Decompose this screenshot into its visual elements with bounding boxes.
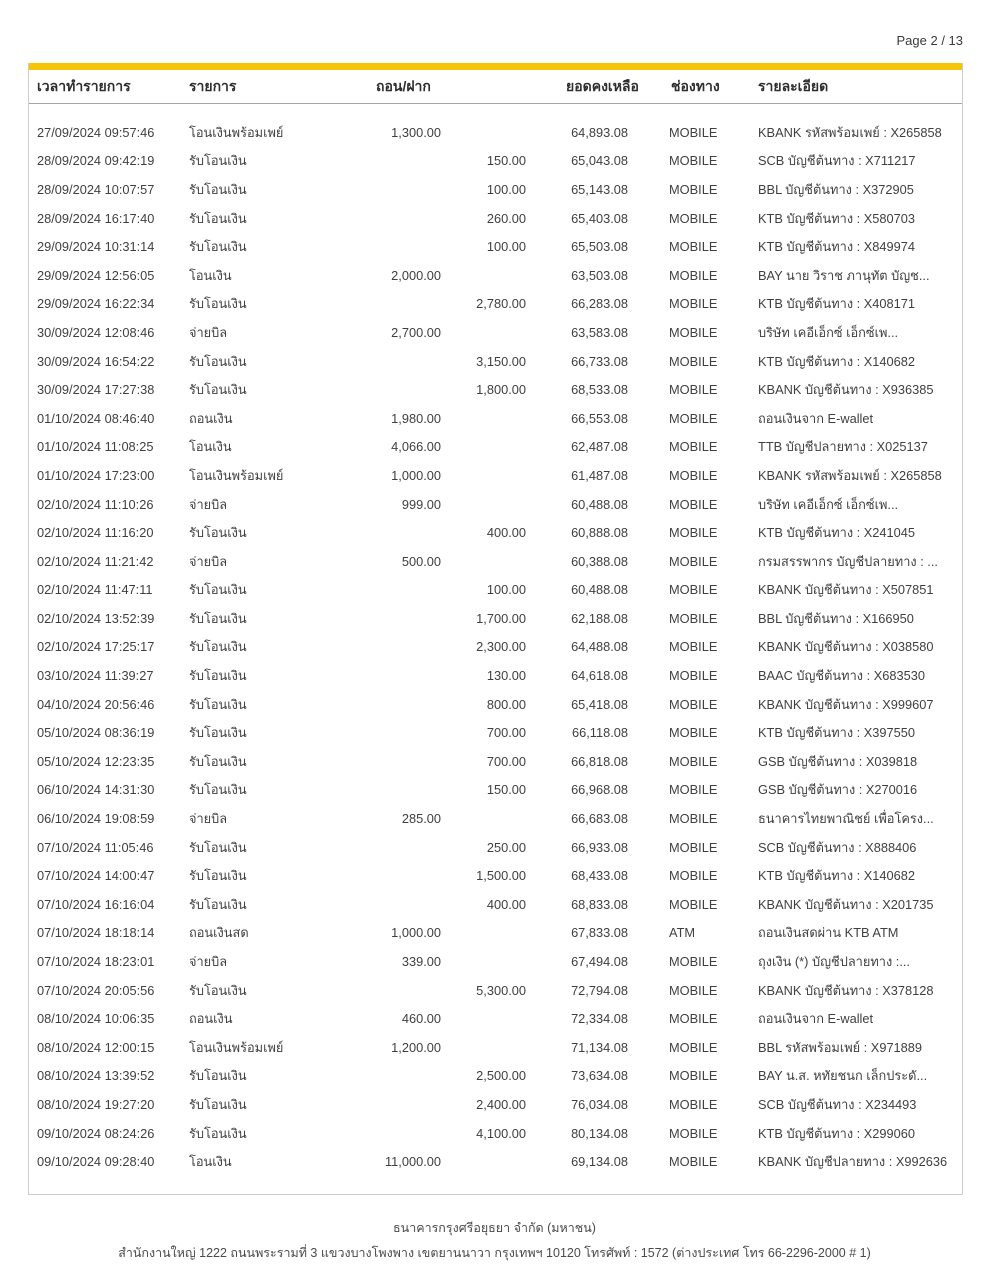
cell-time: 07/10/2024 18:23:01 [37, 954, 155, 970]
cell-withdraw-amount: 460.00 [401, 1011, 441, 1027]
cell-balance: 64,618.08 [571, 668, 628, 684]
cell-details: BBL บัญชีต้นทาง : X372905 [758, 181, 914, 197]
cell-channel: MOBILE [669, 1068, 718, 1084]
page-number: Page 2 / 13 [896, 33, 963, 48]
cell-time: 09/10/2024 09:28:40 [37, 1154, 155, 1170]
cell-details: KBANK บัญชีต้นทาง : X038580 [758, 639, 934, 655]
cell-details: KBANK รหัสพร้อมเพย์ : X265858 [758, 467, 942, 483]
cell-details: กรมสรรพากร บัญชีปลายทาง : ... [758, 553, 938, 569]
cell-channel: MOBILE [669, 982, 718, 998]
cell-time: 28/09/2024 16:17:40 [37, 210, 155, 226]
cell-withdraw-amount: 2,000.00 [391, 267, 441, 283]
cell-description: ถอนเงิน [189, 1011, 233, 1027]
transaction-row [37, 318, 954, 347]
cell-channel: MOBILE [669, 1125, 718, 1141]
cell-time: 28/09/2024 10:07:57 [37, 181, 155, 197]
cell-details: ถอนเงินจาก E-wallet [758, 410, 874, 426]
cell-balance: 60,888.08 [571, 525, 628, 541]
cell-balance: 68,833.08 [571, 896, 628, 912]
cell-deposit-amount: 700.00 [486, 753, 526, 769]
cell-details: KTB บัญชีต้นทาง : X408171 [758, 296, 915, 312]
cell-channel: MOBILE [669, 467, 718, 483]
cell-deposit-amount: 2,300.00 [476, 639, 526, 655]
cell-description: จ่ายบิล [189, 496, 228, 512]
transaction-row [37, 547, 954, 576]
cell-details: SCB บัญชีต้นทาง : X234493 [758, 1096, 917, 1112]
cell-time: 08/10/2024 10:06:35 [37, 1011, 155, 1027]
cell-balance: 71,134.08 [571, 1039, 628, 1055]
cell-description: รับโอนเงิน [189, 639, 247, 655]
transaction-row [37, 1033, 954, 1062]
cell-channel: MOBILE [669, 725, 718, 741]
cell-time: 02/10/2024 11:16:20 [37, 525, 154, 541]
transaction-row [37, 1119, 954, 1148]
cell-time: 07/10/2024 20:05:56 [37, 982, 155, 998]
cell-time: 01/10/2024 11:08:25 [37, 439, 154, 455]
cell-description: รับโอนเงิน [189, 896, 247, 912]
cell-time: 07/10/2024 11:05:46 [37, 839, 154, 855]
cell-channel: MOBILE [669, 410, 718, 426]
cell-channel: MOBILE [669, 324, 718, 340]
cell-description: รับโอนเงิน [189, 839, 247, 855]
cell-deposit-amount: 150.00 [486, 782, 526, 798]
cell-channel: MOBILE [669, 382, 718, 398]
cell-time: 01/10/2024 08:46:40 [37, 410, 155, 426]
transaction-row [37, 118, 954, 147]
cell-time: 30/09/2024 17:27:38 [37, 382, 155, 398]
cell-withdraw-amount: 1,980.00 [391, 410, 441, 426]
transaction-row [37, 661, 954, 690]
cell-description: จ่ายบิล [189, 324, 228, 340]
transaction-row [37, 518, 954, 547]
cell-balance: 66,118.08 [572, 725, 628, 741]
transaction-row [37, 947, 954, 976]
transaction-row [37, 1090, 954, 1119]
cell-time: 09/10/2024 08:24:26 [37, 1125, 155, 1141]
cell-channel: MOBILE [669, 782, 718, 798]
cell-balance: 65,418.08 [571, 696, 628, 712]
cell-description: รับโอนเงิน [189, 782, 247, 798]
cell-deposit-amount: 100.00 [486, 239, 526, 255]
cell-balance: 63,503.08 [571, 267, 628, 283]
transaction-row [37, 804, 954, 833]
cell-channel: MOBILE [669, 639, 718, 655]
cell-channel: MOBILE [669, 582, 718, 598]
cell-deposit-amount: 260.00 [486, 210, 526, 226]
cell-withdraw-amount: 1,200.00 [391, 1039, 441, 1055]
cell-description: รับโอนเงิน [189, 181, 247, 197]
cell-channel: MOBILE [669, 668, 718, 684]
cell-time: 02/10/2024 11:47:11 [37, 582, 153, 598]
cell-deposit-amount: 1,500.00 [476, 868, 526, 884]
cell-deposit-amount: 1,700.00 [476, 610, 526, 626]
cell-balance: 69,134.08 [571, 1154, 628, 1170]
cell-time: 30/09/2024 16:54:22 [37, 353, 155, 369]
cell-balance: 63,583.08 [571, 324, 628, 340]
cell-description: รับโอนเงิน [189, 382, 247, 398]
cell-balance: 62,487.08 [571, 439, 628, 455]
cell-details: KTB บัญชีต้นทาง : X241045 [758, 525, 915, 541]
cell-deposit-amount: 3,150.00 [476, 353, 526, 369]
transaction-row [37, 347, 954, 376]
cell-deposit-amount: 2,400.00 [476, 1096, 526, 1112]
transaction-row [37, 976, 954, 1005]
cell-balance: 62,188.08 [571, 610, 628, 626]
cell-time: 07/10/2024 18:18:14 [37, 925, 155, 941]
cell-description: รับโอนเงิน [189, 153, 247, 169]
cell-description: รับโอนเงิน [189, 696, 247, 712]
cell-details: TTB บัญชีปลายทาง : X025137 [758, 439, 928, 455]
transaction-row [37, 490, 954, 519]
transaction-row [37, 204, 954, 233]
cell-time: 07/10/2024 14:00:47 [37, 868, 155, 884]
cell-deposit-amount: 130.00 [486, 668, 526, 684]
cell-deposit-amount: 100.00 [486, 181, 526, 197]
transaction-row [37, 1062, 954, 1091]
cell-details: KTB บัญชีต้นทาง : X849974 [758, 239, 915, 255]
cell-deposit-amount: 700.00 [486, 725, 526, 741]
cell-time: 06/10/2024 14:31:30 [37, 782, 155, 798]
cell-balance: 72,334.08 [571, 1011, 628, 1027]
cell-details: KTB บัญชีต้นทาง : X299060 [758, 1125, 915, 1141]
cell-balance: 66,733.08 [571, 353, 628, 369]
cell-description: จ่ายบิล [189, 553, 228, 569]
transaction-row [37, 290, 954, 319]
header-details: รายละเอียด [758, 77, 829, 94]
cell-channel: MOBILE [669, 896, 718, 912]
cell-channel: MOBILE [669, 1011, 718, 1027]
bank-address: สำนักงานใหญ่ 1222 ถนนพระรามที่ 3 แขวงบางโพงพาง เขตยานนาวา กรุงเทพฯ 10120 โทรศัพท์ : 1572 (ต่างประเทศ โทร 66-2296-2000 # 1) [118, 1246, 871, 1260]
cell-description: รับโอนเงิน [189, 1096, 247, 1112]
cell-deposit-amount: 4,100.00 [476, 1125, 526, 1141]
cell-time: 06/10/2024 19:08:59 [37, 811, 155, 827]
cell-channel: MOBILE [669, 1096, 718, 1112]
transaction-row [37, 1004, 954, 1033]
cell-balance: 66,968.08 [571, 782, 628, 798]
header-withdraw-deposit: ถอน/ฝาก [376, 77, 431, 94]
cell-channel: MOBILE [669, 753, 718, 769]
cell-channel: ATM [669, 925, 696, 941]
transaction-row [37, 919, 954, 948]
transaction-row [37, 232, 954, 261]
cell-balance: 66,683.08 [571, 811, 628, 827]
cell-withdraw-amount: 1,000.00 [391, 467, 441, 483]
cell-balance: 65,143.08 [571, 181, 628, 197]
cell-details: KBANK รหัสพร้อมเพย์ : X265858 [758, 124, 942, 140]
header-time: เวลาทำรายการ [37, 77, 131, 94]
cell-withdraw-amount: 1,000.00 [391, 925, 441, 941]
cell-description: รับโอนเงิน [189, 982, 247, 998]
cell-balance: 67,494.08 [571, 954, 628, 970]
cell-balance: 66,818.08 [571, 753, 628, 769]
cell-channel: MOBILE [669, 353, 718, 369]
cell-time: 27/09/2024 09:57:46 [37, 124, 155, 140]
cell-balance: 65,503.08 [571, 239, 628, 255]
cell-details: ถอนเงินจาก E-wallet [758, 1011, 874, 1027]
cell-time: 02/10/2024 13:52:39 [37, 610, 155, 626]
header-balance: ยอดคงเหลือ [566, 77, 639, 94]
cell-details: ธนาคารไทยพาณิชย์ เพื่อโครง... [758, 811, 934, 827]
transaction-row [37, 375, 954, 404]
transaction-row [37, 404, 954, 433]
transaction-row [37, 433, 954, 462]
page-footer [0, 1216, 989, 1266]
cell-deposit-amount: 800.00 [486, 696, 526, 712]
cell-description: โอนเงินพร้อมเพย์ [189, 467, 284, 483]
cell-balance: 65,043.08 [571, 153, 628, 169]
cell-balance: 60,388.08 [571, 553, 628, 569]
transactions-table [28, 63, 963, 1195]
cell-description: โอนเงิน [189, 267, 232, 283]
cell-description: จ่ายบิล [189, 811, 228, 827]
cell-channel: MOBILE [669, 239, 718, 255]
cell-details: KBANK บัญชีต้นทาง : X201735 [758, 896, 934, 912]
cell-description: รับโอนเงิน [189, 239, 247, 255]
cell-details: GSB บัญชีต้นทาง : X039818 [758, 753, 918, 769]
transaction-row [37, 147, 954, 176]
cell-details: บริษัท เคอีเอ็กซ์ เอ็กซ์เพ... [758, 496, 899, 512]
cell-channel: MOBILE [669, 525, 718, 541]
cell-channel: MOBILE [669, 210, 718, 226]
cell-deposit-amount: 400.00 [486, 525, 526, 541]
cell-details: KBANK บัญชีต้นทาง : X936385 [758, 382, 934, 398]
cell-description: รับโอนเงิน [189, 1125, 247, 1141]
transaction-row [37, 461, 954, 490]
cell-channel: MOBILE [669, 124, 718, 140]
cell-time: 08/10/2024 12:00:15 [37, 1039, 155, 1055]
cell-channel: MOBILE [669, 553, 718, 569]
cell-details: KBANK บัญชีปลายทาง : X992636 [758, 1154, 948, 1170]
cell-details: SCB บัญชีต้นทาง : X711217 [758, 153, 916, 169]
cell-channel: MOBILE [669, 839, 718, 855]
cell-deposit-amount: 2,780.00 [476, 296, 526, 312]
cell-channel: MOBILE [669, 181, 718, 197]
cell-details: BBL บัญชีต้นทาง : X166950 [758, 610, 914, 626]
cell-details: BAY นาย วิราช ภานุทัต บัญช... [758, 267, 930, 283]
cell-time: 29/09/2024 16:22:34 [37, 296, 155, 312]
transaction-row [37, 890, 954, 919]
cell-description: รับโอนเงิน [189, 753, 247, 769]
cell-deposit-amount: 400.00 [486, 896, 526, 912]
cell-withdraw-amount: 500.00 [401, 553, 441, 569]
cell-details: BAAC บัญชีต้นทาง : X683530 [758, 668, 925, 684]
cell-deposit-amount: 2,500.00 [476, 1068, 526, 1084]
transaction-row [37, 261, 954, 290]
cell-channel: MOBILE [669, 296, 718, 312]
cell-details: KTB บัญชีต้นทาง : X140682 [758, 868, 915, 884]
cell-time: 29/09/2024 10:31:14 [37, 239, 155, 255]
cell-balance: 64,893.08 [571, 124, 628, 140]
cell-details: ถอนเงินสดผ่าน KTB ATM [758, 925, 899, 941]
cell-balance: 68,433.08 [571, 868, 628, 884]
table-accent-bar [29, 63, 962, 70]
cell-time: 02/10/2024 11:10:26 [37, 496, 154, 512]
table-header-row [29, 70, 962, 104]
cell-time: 05/10/2024 12:23:35 [37, 753, 155, 769]
cell-balance: 60,488.08 [571, 582, 628, 598]
transaction-row [37, 690, 954, 719]
cell-description: จ่ายบิล [189, 954, 228, 970]
transaction-row [37, 633, 954, 662]
transaction-row [37, 833, 954, 862]
cell-channel: MOBILE [669, 811, 718, 827]
cell-details: KTB บัญชีต้นทาง : X140682 [758, 353, 915, 369]
cell-time: 02/10/2024 11:21:42 [37, 553, 154, 569]
cell-withdraw-amount: 1,300.00 [391, 124, 441, 140]
cell-details: BAY น.ส. หทัยชนก เล็กประดั... [758, 1068, 928, 1084]
cell-time: 07/10/2024 16:16:04 [37, 896, 155, 912]
cell-withdraw-amount: 4,066.00 [391, 439, 441, 455]
cell-description: รับโอนเงิน [189, 610, 247, 626]
transaction-row [37, 861, 954, 890]
transaction-row [37, 776, 954, 805]
cell-balance: 76,034.08 [571, 1096, 628, 1112]
cell-channel: MOBILE [669, 868, 718, 884]
cell-time: 01/10/2024 17:23:00 [37, 467, 155, 483]
cell-deposit-amount: 5,300.00 [476, 982, 526, 998]
cell-channel: MOBILE [669, 610, 718, 626]
cell-balance: 68,533.08 [571, 382, 628, 398]
transaction-row [37, 747, 954, 776]
cell-details: KBANK บัญชีต้นทาง : X507851 [758, 582, 934, 598]
transaction-row [37, 718, 954, 747]
cell-channel: MOBILE [669, 1039, 718, 1055]
cell-details: SCB บัญชีต้นทาง : X888406 [758, 839, 917, 855]
cell-description: ถอนเงินสด [189, 925, 249, 941]
cell-balance: 72,794.08 [571, 982, 628, 998]
cell-deposit-amount: 250.00 [486, 839, 526, 855]
cell-balance: 65,403.08 [571, 210, 628, 226]
cell-description: รับโอนเงิน [189, 582, 247, 598]
cell-description: โอนเงิน [189, 1154, 232, 1170]
cell-details: บริษัท เคอีเอ็กซ์ เอ็กซ์เพ... [758, 324, 899, 340]
cell-details: KBANK บัญชีต้นทาง : X999607 [758, 696, 934, 712]
cell-details: BBL รหัสพร้อมเพย์ : X971889 [758, 1039, 923, 1055]
cell-time: 02/10/2024 17:25:17 [37, 639, 155, 655]
cell-balance: 66,283.08 [571, 296, 628, 312]
cell-description: รับโอนเงิน [189, 296, 247, 312]
cell-description: โอนเงินพร้อมเพย์ [189, 1039, 284, 1055]
cell-channel: MOBILE [669, 496, 718, 512]
transaction-row [37, 604, 954, 633]
cell-withdraw-amount: 999.00 [401, 496, 441, 512]
cell-description: รับโอนเงิน [189, 1068, 247, 1084]
cell-channel: MOBILE [669, 696, 718, 712]
cell-channel: MOBILE [669, 153, 718, 169]
header-channel: ช่องทาง [671, 77, 720, 94]
cell-description: โอนเงิน [189, 439, 232, 455]
cell-channel: MOBILE [669, 267, 718, 283]
cell-description: รับโอนเงิน [189, 725, 247, 741]
cell-channel: MOBILE [669, 439, 718, 455]
cell-description: รับโอนเงิน [189, 668, 247, 684]
cell-balance: 61,487.08 [571, 467, 628, 483]
cell-description: รับโอนเงิน [189, 210, 247, 226]
cell-balance: 60,488.08 [571, 496, 628, 512]
cell-channel: MOBILE [669, 1154, 718, 1170]
cell-time: 03/10/2024 11:39:27 [37, 668, 154, 684]
cell-details: KBANK บัญชีต้นทาง : X378128 [758, 982, 934, 998]
cell-withdraw-amount: 2,700.00 [391, 324, 441, 340]
table-body [29, 104, 962, 1194]
cell-details: KTB บัญชีต้นทาง : X580703 [758, 210, 915, 226]
cell-details: ถุงเงิน (*) บัญชีปลายทาง :... [758, 954, 910, 970]
cell-description: ถอนเงิน [189, 410, 233, 426]
cell-deposit-amount: 1,800.00 [476, 382, 526, 398]
cell-withdraw-amount: 11,000.00 [385, 1154, 441, 1170]
cell-withdraw-amount: 285.00 [401, 811, 441, 827]
cell-balance: 64,488.08 [571, 639, 628, 655]
cell-balance: 66,933.08 [571, 839, 628, 855]
cell-time: 30/09/2024 12:08:46 [37, 324, 155, 340]
cell-balance: 80,134.08 [571, 1125, 628, 1141]
cell-time: 28/09/2024 09:42:19 [37, 153, 155, 169]
cell-details: KTB บัญชีต้นทาง : X397550 [758, 725, 915, 741]
cell-time: 29/09/2024 12:56:05 [37, 267, 155, 283]
cell-description: รับโอนเงิน [189, 353, 247, 369]
cell-balance: 66,553.08 [571, 410, 628, 426]
transaction-row [37, 175, 954, 204]
cell-balance: 73,634.08 [571, 1068, 628, 1084]
header-description: รายการ [189, 77, 237, 94]
transaction-row [37, 576, 954, 605]
cell-deposit-amount: 100.00 [486, 582, 526, 598]
transaction-row [37, 1147, 954, 1176]
cell-balance: 67,833.08 [571, 925, 628, 941]
cell-withdraw-amount: 339.00 [401, 954, 441, 970]
cell-deposit-amount: 150.00 [486, 153, 526, 169]
cell-time: 04/10/2024 20:56:46 [37, 696, 155, 712]
cell-details: GSB บัญชีต้นทาง : X270016 [758, 782, 918, 798]
cell-description: รับโอนเงิน [189, 868, 247, 884]
cell-time: 05/10/2024 08:36:19 [37, 725, 155, 741]
cell-time: 08/10/2024 19:27:20 [37, 1096, 155, 1112]
cell-channel: MOBILE [669, 954, 718, 970]
cell-description: โอนเงินพร้อมเพย์ [189, 124, 284, 140]
bank-name: ธนาคารกรุงศรีอยุธยา จำกัด (มหาชน) [393, 1221, 596, 1235]
cell-time: 08/10/2024 13:39:52 [37, 1068, 155, 1084]
cell-description: รับโอนเงิน [189, 525, 247, 541]
